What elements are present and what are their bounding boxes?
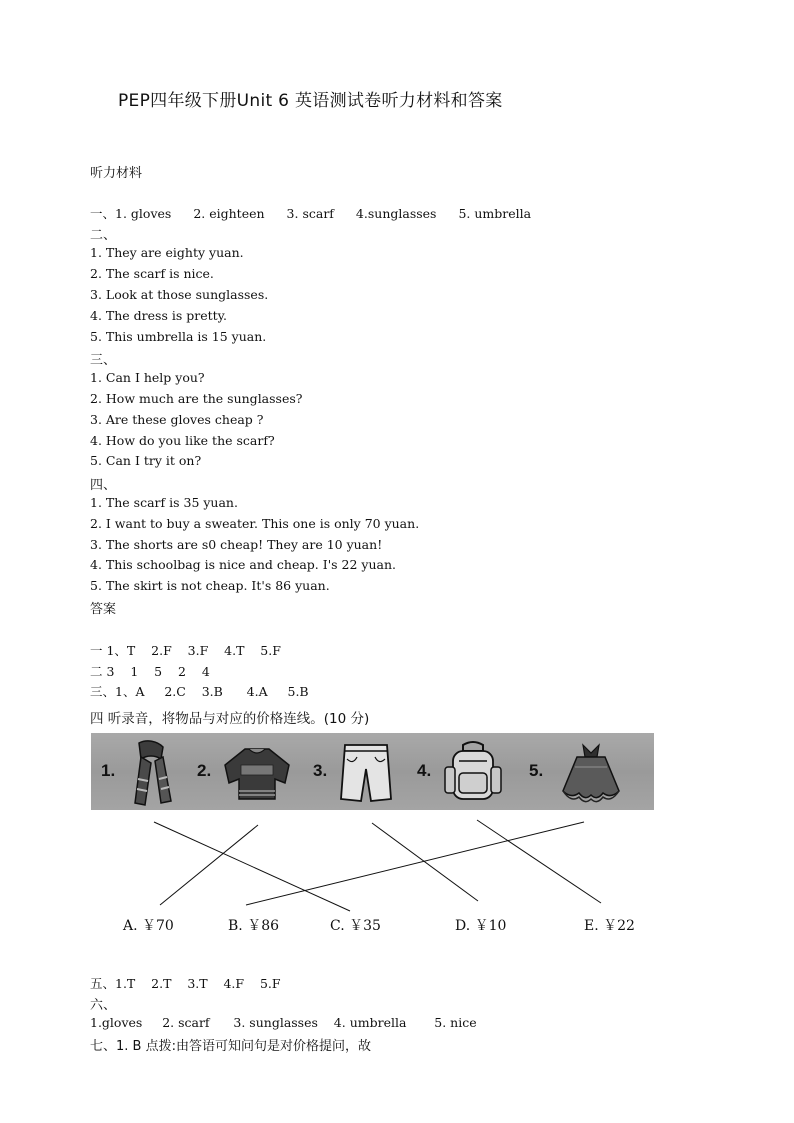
section-4-item: 4. This schoolbag is nice and cheap. I's 22 yuan. [90,557,396,572]
items-picture-strip [91,733,654,810]
price-label-d: D. ￥10 [455,918,507,934]
section-4-label: 四、 [90,478,117,493]
listening-heading: 听力材料 [90,166,143,181]
section-1-item: 4.sunglasses [355,206,437,221]
section-2-item: 1. They are eighty yuan. [90,245,244,260]
skirt-icon [553,739,629,805]
answer-section-3: 三、1、A 2.C 3.B 4.A 5.B [90,684,309,699]
section-3-item: 5. Can I try it on? [90,453,202,468]
matching-lines [0,815,794,915]
section-1-item: 5. umbrella [458,206,532,221]
answer-section-6-label: 六、 [90,998,117,1013]
item-number: 4. [417,761,432,780]
section-2-label: 二、 [90,228,117,243]
answer-section-4-instruction: 四 听录音，将物品与对应的价格连线。(10 分) [90,711,370,727]
section-4-item: 5. The skirt is not cheap. It's 86 yuan. [90,578,330,593]
answer-section-1: 一 1、T 2.F 3.F 4.T 5.F [90,643,281,658]
answers-heading: 答案 [90,602,117,617]
item-number: 1. [101,761,116,780]
section-4-item: 3. The shorts are s0 cheap! They are 10 yuan! [90,537,383,552]
section-3-label: 三、 [90,353,117,368]
section-3-item: 4. How do you like the scarf? [90,433,275,448]
section-4-item: 1. The scarf is 35 yuan. [90,495,238,510]
page-title: PEP四年级下册Unit 6 英语测试卷听力材料和答案 [118,91,503,111]
match-line-4-E [477,820,601,903]
answer-section-5: 五、1.T 2.T 3.T 4.F 5.F [90,976,281,991]
section-2-item: 5. This umbrella is 15 yuan. [90,329,267,344]
section-1-item: 1. gloves [115,206,172,221]
section-2-item: 4. The dress is pretty. [90,308,228,323]
section-1-item: 3. scarf [286,206,334,221]
shorts-icon [337,739,395,807]
section-1-answers [90,204,553,222]
section-1-item: 2. eighteen [193,206,265,221]
item-number: 2. [197,761,212,780]
answer-section-7: 七、1. B 点拨:由答语可知问句是对价格提问，故 [90,1039,371,1054]
section-4-item: 2. I want to buy a sweater. This one is only 70 yuan. [90,516,420,531]
price-label-b: B. ￥86 [228,918,280,934]
price-label-e: E. ￥22 [584,918,635,934]
scarf-icon [121,739,179,807]
match-line-2-A [160,825,258,905]
answer-section-2: 二 3 1 5 2 4 [90,664,210,679]
match-line-3-D [372,823,478,901]
price-label-c: C. ￥35 [330,918,381,934]
schoolbag-icon [441,739,505,807]
item-number: 3. [313,761,328,780]
section-2-item: 2. The scarf is nice. [90,266,214,281]
price-label-a: A. ￥70 [123,918,174,934]
section-3-item: 2. How much are the sunglasses? [90,391,303,406]
section-1-label: 一、 [90,206,116,221]
answer-section-6: 1.gloves 2. scarf 3. sunglasses 4. umbrella 5. nice [90,1015,477,1030]
sweater-icon [219,743,295,803]
match-line-1-C [154,822,350,911]
item-number: 5. [529,761,544,780]
section-2-item: 3. Look at those sunglasses. [90,287,269,302]
section-3-item: 3. Are these gloves cheap ? [90,412,264,427]
match-line-5-B [246,822,584,905]
section-3-item: 1. Can I help you? [90,370,205,385]
